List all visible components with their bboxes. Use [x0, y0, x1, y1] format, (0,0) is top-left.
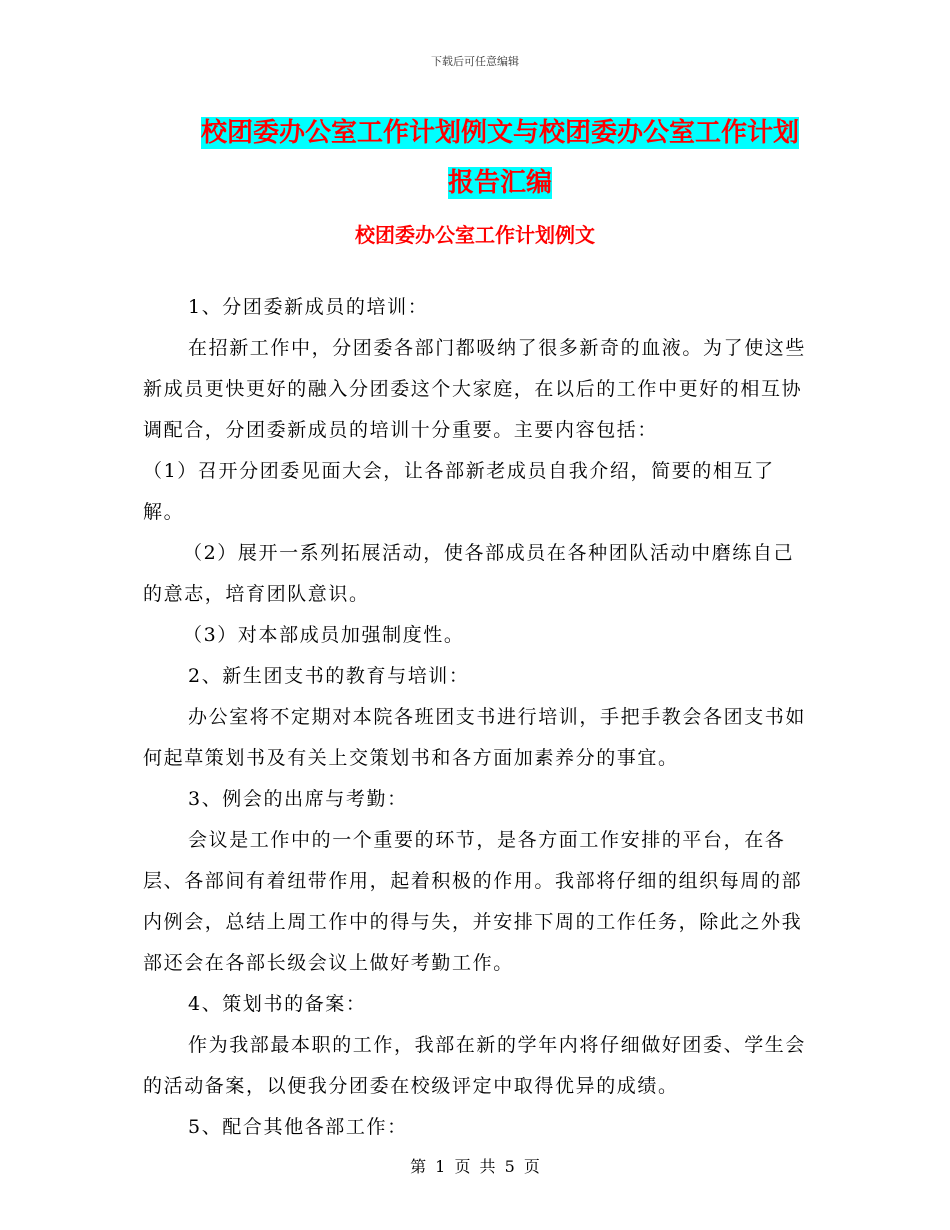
paragraph-heading-4: 4、策划书的备案：	[188, 993, 367, 1015]
title-line-1: 校团委办公室工作计划例文与校团委办公室工作计划	[200, 118, 799, 148]
page-footer: 第 1 页 共 5 页	[410, 1157, 540, 1176]
paragraph-heading-3: 3、例会的出席与考勤：	[188, 788, 408, 810]
paragraph-item-2: （2）展开一系列拓展活动，使各部成员在各种团队活动中磨练自己的意志，培育团队意识。	[143, 542, 795, 605]
paragraph-heading-2: 2、新生团支书的教育与培训：	[188, 665, 470, 687]
paragraph-item-3: （3）对本部成员加强制度性。	[183, 624, 465, 646]
section-title: 校团委办公室工作计划例文	[355, 223, 595, 247]
title-line-2: 报告汇编	[447, 168, 552, 198]
document-title	[190, 108, 810, 208]
paragraph: 在招新工作中，分团委各部门都吸纳了很多新奇的血液。为了使这些新成员更快更好的融入分团委这个大家庭，在以后的工作中更好的相互协调配合，分团委新成员的培训十分重要。主要内容包括：	[143, 337, 807, 441]
document-body	[143, 287, 808, 1148]
paragraph: 办公室将不定期对本院各班团支书进行培训，手把手教会各团支书如何起草策划书及有关上交策划书和各方面加素养分的事宜。	[143, 706, 807, 769]
paragraph: 作为我部最本职的工作，我部在新的学年内将仔细做好团委、学生会的活动备案，以便我分团委在校级评定中取得优异的成绩。	[143, 1034, 807, 1097]
paragraph: 会议是工作中的一个重要的环节，是各方面工作安排的平台，在各层、各部间有着纽带作用，起着积极的作用。我部将仔细的组织每周的部内例会，总结上周工作中的得与失，并安排下周的工作任务，除此之外我部还会在各部长级会议上做好考勤工作。	[143, 829, 803, 974]
paragraph-heading-5: 5、配合其他各部工作：	[188, 1116, 408, 1138]
header-note: 下载后可任意编辑	[431, 55, 519, 68]
paragraph-heading-1: 1、分团委新成员的培训：	[188, 296, 429, 318]
paragraph-item-1: （1）召开分团委见面大会，让各部新老成员自我介绍，简要的相互了解。	[143, 460, 775, 523]
